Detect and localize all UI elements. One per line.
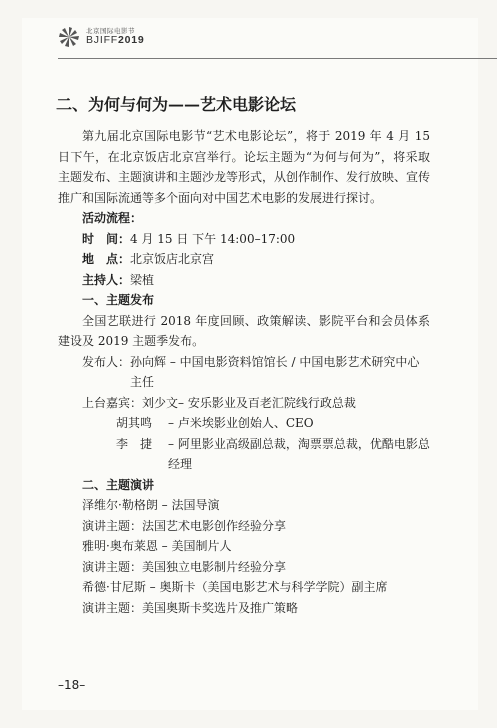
guest-title: – 阿里影业高级副总裁，淘票票总裁，优酷电影总经理	[168, 436, 430, 471]
guest-row	[58, 434, 430, 475]
festival-header	[58, 26, 145, 48]
time-row	[58, 229, 430, 250]
speech-line: 泽维尔·勒格朗 – 法国导演	[82, 498, 220, 512]
guest-row	[58, 393, 430, 414]
guest-name: 胡其鸣	[116, 416, 153, 430]
presenter-label: 发布人：	[82, 354, 131, 369]
guest-row	[58, 413, 430, 434]
presenter-row	[58, 352, 430, 393]
part1-description: 全国艺联进行 2018 年度回顾、政策解读、影院平台和会员体系建设及 2019 主题季发布。	[58, 313, 430, 348]
speech-line: 演讲主题：美国奥斯卡奖选片及推广策略	[82, 600, 299, 615]
main-content	[58, 94, 430, 618]
flow-label: 活动流程：	[82, 211, 143, 225]
speech-line: 雅明·奥布莱恩 – 美国制片人	[82, 539, 232, 553]
guest-title: – 安乐影业及百老汇院线行政总裁	[178, 395, 356, 410]
guests-label: 上台嘉宾：	[82, 395, 143, 410]
header-cn: 北京国际电影节	[86, 27, 135, 36]
guest-name: 李 捷	[116, 436, 153, 451]
part1-title: 一、主题发布	[82, 293, 155, 307]
host-label: 主持人：	[82, 272, 131, 287]
guest-name: 刘少文	[142, 395, 179, 410]
place-value: 北京饭店北京宫	[130, 252, 215, 266]
guest-title: – 卢米埃影业创始人、CEO	[168, 416, 314, 430]
host-row	[58, 270, 430, 291]
place-label: 地 点：	[82, 252, 131, 266]
part2-title: 二、主题演讲	[82, 477, 155, 492]
section-title: 二、为何与何为——艺术电影论坛	[56, 95, 297, 114]
intro-paragraph: 第九届北京国际电影节“艺术电影论坛”，将于 2019 年 4 月 15 日下午，在北京饭店北京宫举行。论坛主题为“为何与何为”，将采取主题发布、主题演讲和主题沙龙等形式，从创作制作、发行放映、宣传推广和国际流通等多个面向对中国艺术电影的发展进行探讨。	[58, 129, 431, 205]
place-row	[58, 249, 430, 270]
presenter-value: 孙向辉 – 中国电影资料馆馆长 / 中国电影艺术研究中心主任	[130, 354, 420, 389]
time-value: 4 月 15 日 下午 14:00–17:00	[130, 231, 296, 246]
speech-line: 演讲主题：美国独立电影制片经验分享	[82, 559, 287, 574]
speech-line: 希德·甘尼斯 – 奥斯卡（美国电影艺术与科学学院）副主席	[82, 580, 388, 594]
header-rule	[58, 58, 497, 59]
time-label: 时 间：	[82, 231, 131, 246]
page-number: –18–	[58, 678, 86, 692]
speech-line: 演讲主题：法国艺术电影创作经验分享	[82, 518, 287, 533]
bjiff-logo-icon	[58, 26, 80, 48]
host-value: 梁植	[130, 272, 155, 287]
header-en: BJIFF2019	[86, 33, 145, 46]
